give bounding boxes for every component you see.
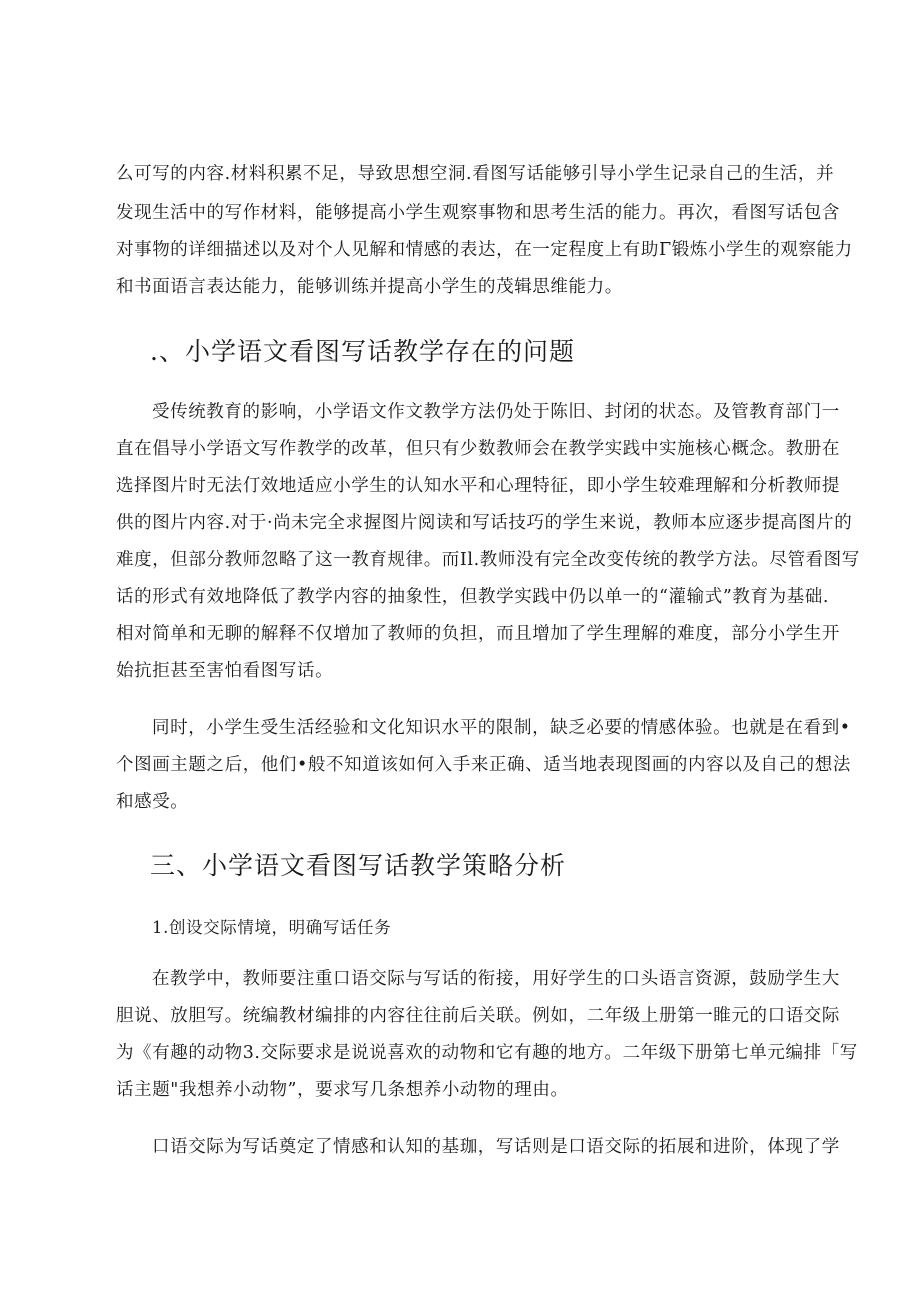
text-line: 个图画主题之后，他们•般不知道该如何入手来正确、适当地表现图画的内容以及自己的想法 xyxy=(116,755,851,775)
text-line: 为《有趣的动物3.交际要求是说说喜欢的动物和它有趣的地方。二年级下册第七单元编排「写 xyxy=(116,1043,858,1063)
text-line: 口语交际为写话奠定了情感和认知的基珈，写话则是口语交际的拓展和进阶，体现了学 xyxy=(152,1137,840,1157)
section-heading: .、小学语文看图写话教学存在的问题 xyxy=(150,337,575,366)
text-line: 在教学中，教师要注重口语交际与写话的衔接，用好学生的口头语言资源，鼓励学生大 xyxy=(152,969,840,989)
text-line: 选择图片时无法仃效地适应小学生的认知水平和心理特征，即小学生较难理解和分析教师提 xyxy=(116,476,840,496)
text-line: 难度，但部分教师忽略了这一教育规律。而Il.教师没有完全改变传统的教学方法。尽管看图写 xyxy=(116,550,860,570)
text-line: 始抗拒甚至害怕看图写话。 xyxy=(116,661,334,681)
text-line: 对事物的详细描述以及对个人见解和情感的表达，在一定程度上有助Γ锻炼小学生的观察能力 xyxy=(116,240,853,260)
text-line: 胆说、放胆写。统编教材编排的内容往往前后关联。例如，二年级上册第一睢元的口语交际 xyxy=(116,1006,840,1026)
text-line: 相对简单和无聊的解释不仅增加了教师的负担，而且增加了学生理解的难度，部分小学生开 xyxy=(116,624,840,644)
text-line: 发现生活中的写作材料，能够提高小学生观察事物和思考生活的能力。再次，看图写话包含 xyxy=(116,203,840,223)
text-line: 受传统教育的影响，小学语文作文教学方法仍处于陈旧、封闭的状态。及管教育部门一 xyxy=(152,402,840,422)
text-line: 么可写的内容.材料积累不足，导致思想空洞.看图写话能够引导小学生记录自己的生活，并 xyxy=(116,164,835,184)
text-line: 话的形式有效地降低了教学内容的抽象性，但教学实践中仍以单一的“灌输式”教育为基础. xyxy=(116,587,830,607)
text-line: 和感受。 xyxy=(116,792,189,812)
section-heading: 三、小学语文看图写话教学策略分析 xyxy=(150,851,567,880)
text-line: 供的图片内容.对于·尚未完全求握图片阅读和写话技巧的学生来说，教师本应逐步提高图片的 xyxy=(116,513,853,533)
subsection-heading: 1.创设交际情境，明确写话任务 xyxy=(152,918,392,937)
text-line: 直在倡导小学语文写作教学的改革，但只有少数教师会在教学实践中实施核心概念。教册在 xyxy=(116,439,840,459)
text-line: 和书面语言表达能力，能够训练并提高小学生的茂辑思维能力。 xyxy=(116,277,623,297)
text-line: 话主题"我想养小动物”，要求写几条想养小动物的理由。 xyxy=(116,1080,569,1100)
text-line: 同时，小学生受生活经验和文化知识水平的限制，缺乏必要的情感体验。也就是在看到• xyxy=(152,718,851,738)
